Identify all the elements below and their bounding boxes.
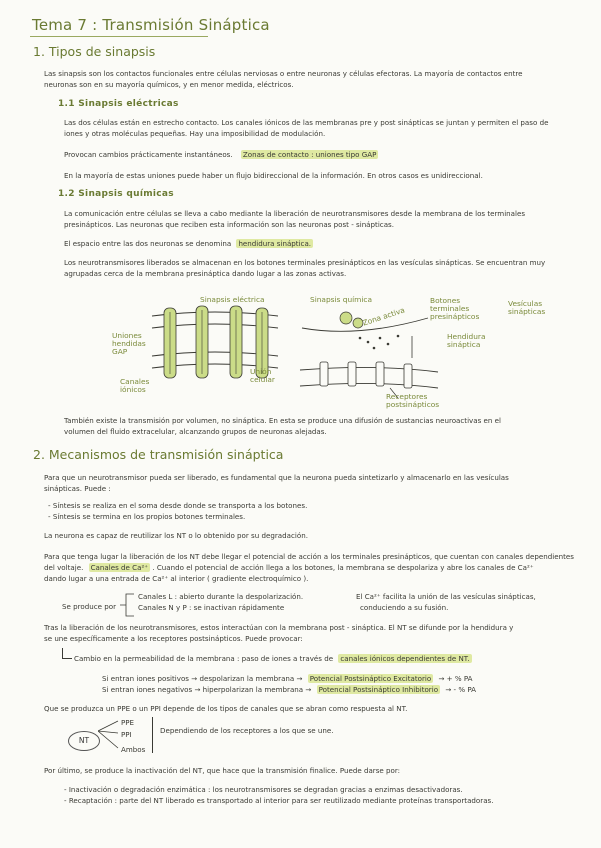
subsection-1-2-heading: 1.2 Sinapsis químicas — [58, 189, 174, 199]
gap-highlight: Zonas de contacto : uniones tipo GAP — [242, 150, 377, 159]
s1-2-line-3-text: El espacio entre las dos neuronas se denomina — [64, 239, 232, 248]
s2-line-6: dando lugar a una entrada de Ca²⁺ al interior ( gradiente electroquímico ). — [44, 574, 309, 583]
positive-ions-line — [102, 675, 473, 682]
s1-intro-line-2: neuronas son en su mayoría químicos, y en menor medida, eléctricos. — [44, 80, 294, 89]
permeability-text: Cambio en la permeabilidad de la membrana : paso de iones a través de — [74, 654, 334, 663]
positive-ions-text: Si entran iones positivos → despolarizan la membrana → — [102, 674, 303, 683]
label-cell-union: Unión celular — [250, 367, 275, 384]
label-active-zone: Zona activa — [361, 305, 406, 328]
nt-brace — [152, 717, 157, 753]
negative-ions-line — [102, 686, 476, 693]
s1-1-line-2: iones y otras moléculas pequeñas. Hay una imposibilidad de modulación. — [64, 129, 326, 138]
nt-channels-highlight: canales iónicos dependientes de NT. — [340, 654, 470, 663]
epsp-highlight: Potencial Postsináptico Excitatorio — [309, 674, 432, 683]
nt-both: Ambos — [121, 745, 146, 754]
s2-line-5-a: del voltaje. — [44, 563, 84, 572]
produced-by-brace — [120, 592, 136, 618]
subsection-1-1-heading: 1.1 Sinapsis eléctricas — [58, 99, 179, 109]
s2-line-1: Para que un neurotransmisor pueda ser liberado, es fundamental que la neurona pueda sintetizarlo y almacenarlo en las vesículas — [44, 473, 509, 482]
s2-line-5 — [44, 564, 534, 571]
negative-ions-text: Si entran iones negativos → hiperpolarizan la membrana → — [102, 685, 312, 694]
label-synaptic-cleft: Hendidura sináptica — [447, 332, 486, 349]
cleft-highlight: hendidura sináptica. — [238, 239, 312, 248]
s2-line-3: La neurona es capaz de reutilizar los NT o lo obtenido por su degradación. — [44, 531, 308, 540]
calcium-note-2: conduciendo a su fusión. — [360, 603, 449, 612]
s2-bullet-1: - Síntesis se realiza en el soma desde donde se transporta a los botones. — [48, 501, 308, 510]
calcium-channels-highlight: Canales de Ca²⁺ — [90, 563, 149, 572]
s1-2-line-2: presinápticos. Las neuronas que reciben esta información son las neuronas post - sinápticas. — [64, 220, 394, 229]
label-postsynaptic-receptors: Receptores postsinápticos — [386, 392, 440, 409]
permeability-line — [74, 655, 472, 662]
positive-ions-result: → + % PA — [438, 674, 473, 683]
s1-volume-line-2: volumen del fluido extracelular, alcanzando grupos de neuronas alejadas. — [64, 427, 327, 436]
produced-by-label: Se produce por — [62, 602, 117, 611]
ipsp-highlight: Potencial Postsináptico Inhibitorio — [318, 685, 439, 694]
channel-l-note: Canales L : abierto durante la despolarización. — [138, 592, 304, 601]
nt-branch-lines — [98, 718, 120, 754]
s2-bullet-2: - Síntesis se termina en los propios botones terminales. — [48, 512, 246, 521]
nt-ppi: PPI — [121, 730, 132, 739]
section-1-heading: 1. Tipos de sinapsis — [33, 44, 156, 59]
s1-2-line-3 — [64, 240, 313, 247]
permeability-arrow — [62, 648, 72, 659]
section-2-heading: 2. Mecanismos de transmisión sináptica — [33, 447, 284, 462]
inactivation-line: Por último, se produce la inactivación del NT, que hace que la transmisión finalice. Puede darse por: — [44, 766, 401, 775]
label-ion-channels: Canales iónicos — [120, 377, 150, 394]
negative-ions-result: → - % PA — [445, 685, 476, 694]
s1-2-line-4: Los neurotransmisores liberados se almacenan en los botones terminales presinápticos en las vesículas sinápticas. Se encuentran muy — [64, 258, 546, 267]
s2-line-8: se une específicamente a los receptores postsinápticos. Puede provocar: — [44, 634, 303, 643]
s1-1-line-3-text: Provocan cambios prácticamente instantáneos. — [64, 150, 233, 159]
s1-1-line-3 — [64, 151, 378, 158]
title-underline — [30, 36, 208, 37]
s1-volume-line-1: También existe la transmisión por volumen, no sináptica. En esta se produce una difusión de sustancias neuroactivas en el — [64, 416, 502, 425]
s1-intro-line-1: Las sinapsis son los contactos funcionales entre células nerviosas o entre neuronas y células efectoras. La mayoría de contactos entre — [44, 69, 523, 78]
page-title: Tema 7 : Transmisión Sináptica — [32, 16, 270, 34]
s1-2-line-5: agrupadas cerca de la membrana presináptica dando lugar a las zonas activas. — [64, 269, 347, 278]
label-gap-junctions: Uniones hendidas GAP — [112, 331, 146, 356]
label-chemical-synapse: Sinapsis química — [310, 295, 373, 304]
s1-1-line-4: En la mayoría de estas uniones puede haber un flujo bidireccional de la información. En otros casos es unidireccional. — [64, 171, 483, 180]
s1-1-line-1: Las dos células están en estrecho contacto. Los canales iónicos de las membranas pre y post sinápticas se juntan y permiten el paso de — [64, 118, 549, 127]
label-terminal-buttons: Botones terminales presinápticos — [430, 296, 480, 321]
nt-circle: NT — [68, 731, 100, 751]
s2-line-4: Para que tenga lugar la liberación de los NT debe llegar el potencial de acción a los terminales presinápticos, que cuentan con canales dependientes — [44, 552, 574, 561]
label-synaptic-vesicles: Vesículas sinápticas — [508, 299, 546, 316]
nt-dependency: Dependiendo de los receptores a los que se une. — [160, 726, 334, 735]
ppe-ppi-line: Que se produzca un PPE o un PPI depende de los tipos de canales que se abran como respuesta al NT. — [44, 704, 408, 713]
calcium-note-1: El Ca²⁺ facilita la unión de las vesículas sinápticas, — [356, 592, 536, 601]
s2-line-5-c: . Cuando el potencial de acción llega a los botones, la membrana se despolariza y abre los canales de Ca²⁺ — [152, 563, 534, 572]
s2-line-7: Tras la liberación de los neurotransmisores, estos interactúan con la membrana post - sináptica. El NT se difunde por la hendidura y — [44, 623, 514, 632]
nt-ppe: PPE — [121, 718, 135, 727]
inactivation-bullet-2: - Recaptación : parte del NT liberado es transportado al interior para ser reutilizado mediante proteínas transportadoras. — [64, 796, 494, 805]
label-electrical-synapse: Sinapsis eléctrica — [200, 295, 265, 304]
channel-np-note: Canales N y P : se inactivan rápidamente — [138, 603, 285, 612]
s2-line-2: sinápticas. Puede : — [44, 484, 111, 493]
inactivation-bullet-1: - Inactivación o degradación enzimática : los neurotransmisores se degradan gracias a enzimas desactivadoras. — [64, 785, 463, 794]
s1-2-line-1: La comunicación entre células se lleva a cabo mediante la liberación de neurotransmisores desde la membrana de los terminales — [64, 209, 526, 218]
